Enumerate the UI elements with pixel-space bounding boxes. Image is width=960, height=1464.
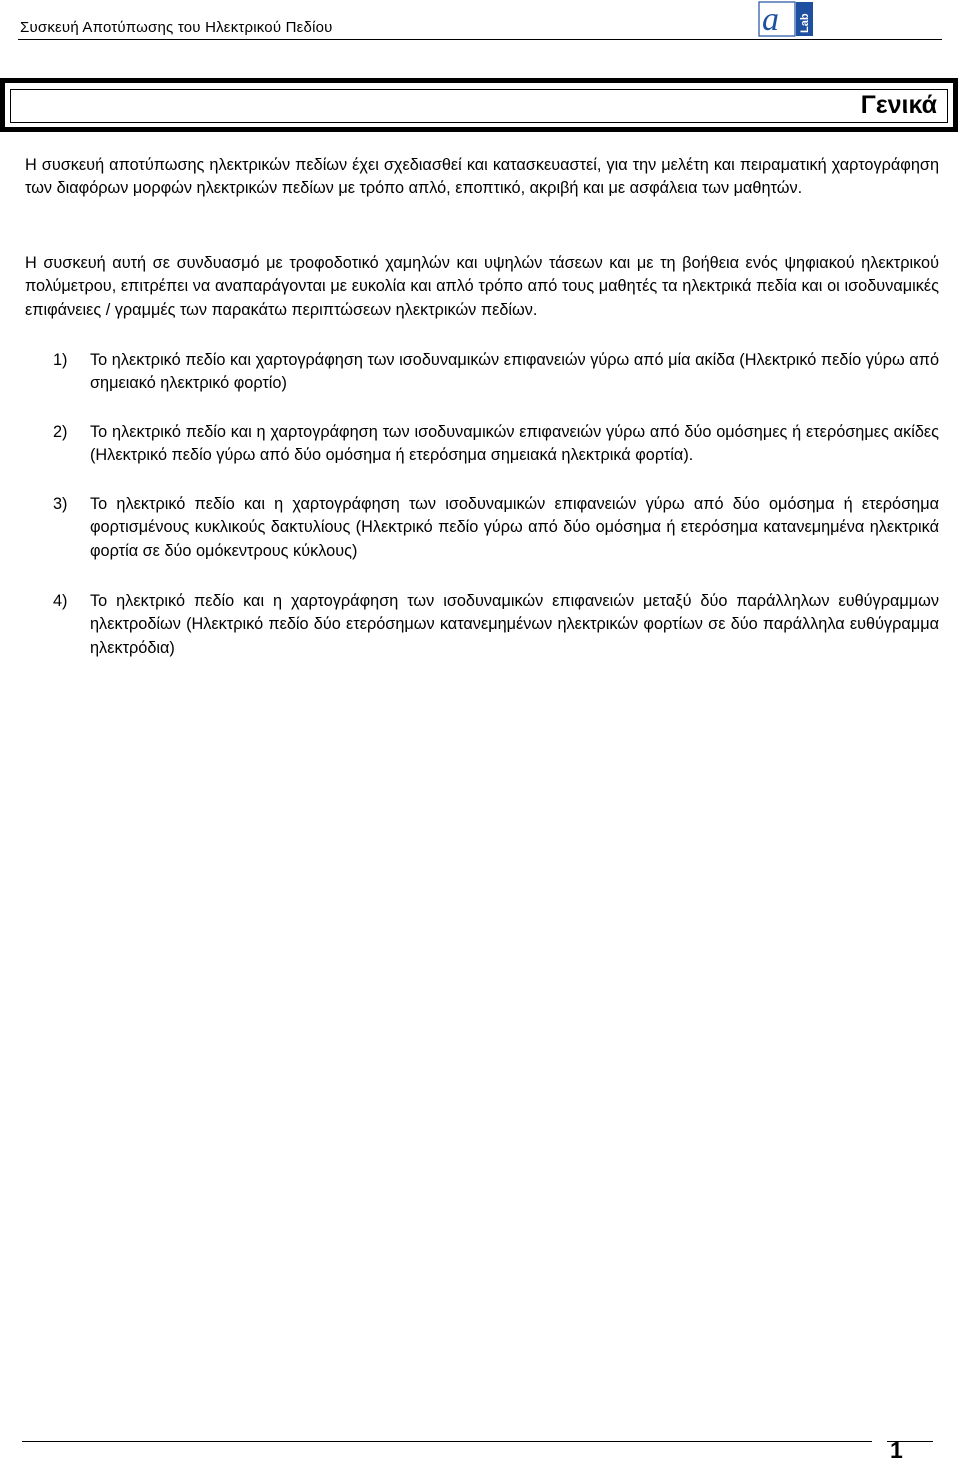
section-title: Γενικά [860, 91, 937, 119]
header-rule [18, 39, 942, 40]
page-number: 1 [890, 1437, 903, 1463]
alab-logo-icon [758, 0, 814, 38]
header-title: Συσκευή Αποτύπωσης του Ηλεκτρικού Πεδίου [20, 19, 333, 36]
list-item-text: Το ηλεκτρικό πεδίο και η χαρτογράφηση των ισοδυναμικών επιφανειών μεταξύ δύο παράλληλων ευθύγραμμων ηλεκτροδίων (Ηλεκτρικό πεδίο δύο ετερόσημων κατανεμημένων ηλεκτρικών φορτίων σε δύο παράλληλα ευθύγραμμα ηλεκτρόδια) [90, 592, 939, 657]
list-item-text: Το ηλεκτρικό πεδίο και χαρτογράφηση των ισοδυναμικών επιφανειών γύρω από μία ακίδα (Ηλεκτρικό πεδίο γύρω από σημειακό ηλεκτρικό φορτίο) [90, 351, 939, 393]
case-list-3 [53, 493, 939, 563]
section-title-inner-frame [10, 89, 948, 123]
intro-paragraph: Η συσκευή αποτύπωσης ηλεκτρικών πεδίων έχει σχεδιασθεί και κατασκευαστεί, για την μελέτη και πειραματική χαρτογράφηση των διαφόρων μορφών ηλεκτρικών πεδίων με τρόπο απλό, εποπτικό, ακριβή και με ασφάλεια των μαθητών. [25, 156, 939, 198]
list-item [53, 349, 939, 396]
description-paragraph: Η συσκευή αυτή σε συνδυασμό με τροφοδοτικό χαμηλών και υψηλών τάσεων και με τη βοήθεια ενός ψηφιακού ηλεκτρικού πολύμετρου, επιτρέπει να αναπαράγονται με ευκολία και απλό τρόπο από τους μαθητές τα ηλεκτρικά πεδία και οι ισοδυναμικές επιφάνειες / γραμμές των παρακάτω περιπτώσεων ηλεκτρικών πεδίων. [25, 254, 939, 319]
svg-text:a: a [762, 1, 779, 38]
footer-rule [22, 1441, 872, 1442]
list-item-number: 4) [53, 592, 68, 610]
list-item-number: 2) [53, 423, 68, 441]
list-item-number: 3) [53, 495, 68, 513]
list-item-text: Το ηλεκτρικό πεδίο και η χαρτογράφηση των ισοδυναμικών επιφανειών γύρω από δύο ομόσημες ή ετερόσημες ακίδες (Ηλεκτρικό πεδίο γύρω από δύο ομόσημα ή ετερόσημα σημειακά ηλεκτρικά φορτία). [90, 423, 939, 465]
case-list-1 [53, 349, 939, 396]
section-title-box [0, 78, 958, 132]
logo-lab-text: Lab [799, 13, 811, 33]
list-item [53, 421, 939, 468]
case-list-4 [53, 590, 939, 660]
list-item [53, 590, 939, 660]
case-list-2 [53, 421, 939, 468]
list-item-text: Το ηλεκτρικό πεδίο και η χαρτογράφηση των ισοδυναμικών επιφανειών γύρω από δύο ομόσημα ή ετερόσημα φορτισμένους κυκλικούς δακτυλίους (Ηλεκτρικό πεδίο γύρω από δύο ομόσημα ή ετερόσημα κατανεμημένα ηλεκτρικά φορτία σε δύο ομόκεντρους κύκλους) [90, 495, 939, 560]
list-item-number: 1) [53, 351, 68, 369]
list-item [53, 493, 939, 563]
